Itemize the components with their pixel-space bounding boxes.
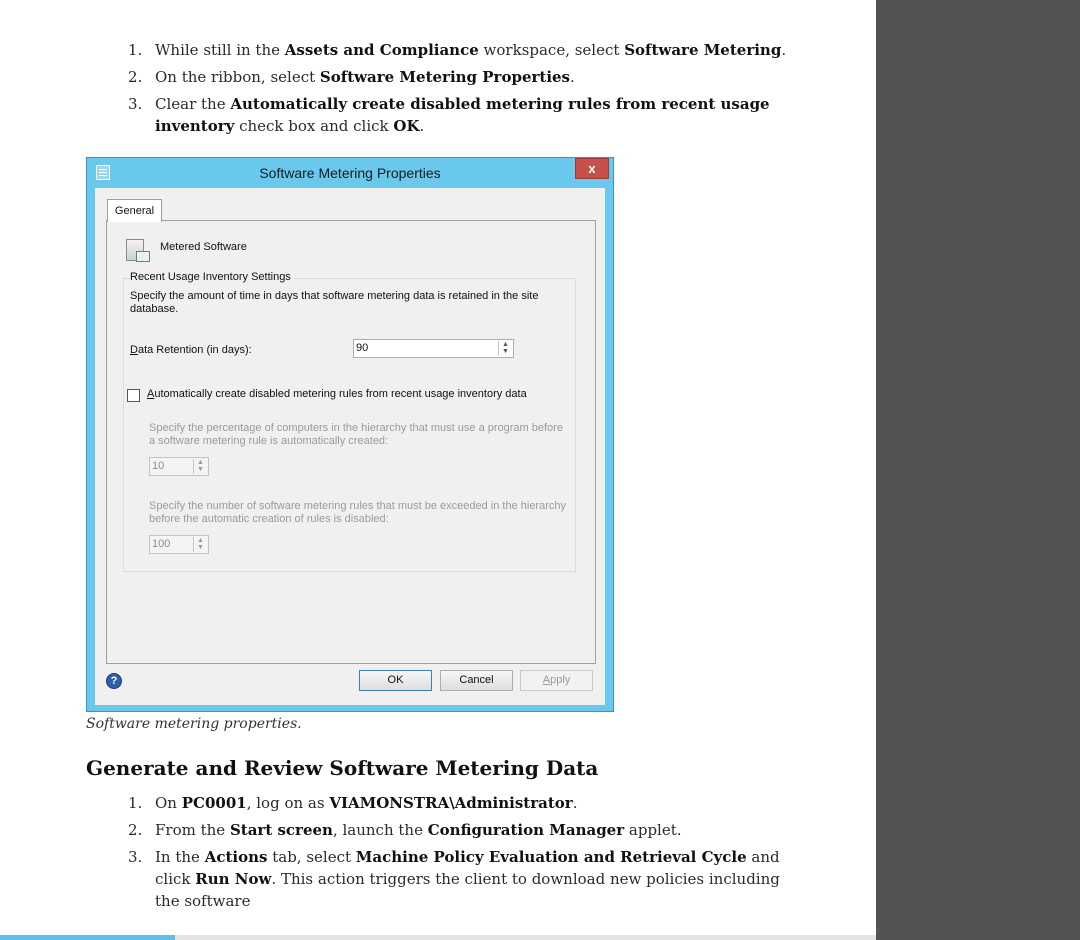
dialog-client-area [95,188,605,705]
list-item-text: workspace, select [478,41,625,59]
group-title: Recent Usage Inventory Settings [130,271,294,283]
list-item [128,39,788,61]
retention-description: Specify the amount of time in days that software metering data is retained in the site database. [130,290,539,315]
percentage-value: 10 [152,460,165,472]
reading-progress-fill [0,935,175,940]
tab-general[interactable]: General [107,199,162,222]
list-item-text: From the [155,821,230,839]
rules-count-spinbox[interactable] [149,535,209,554]
rules-count-value: 100 [152,538,171,550]
metered-software-icon [124,237,150,263]
percentage-spin-arrows[interactable]: ▲ ▼ [193,459,207,474]
list-item-emphasis: Software Metering Properties [319,68,570,86]
rules-count-spin-arrows[interactable]: ▲ ▼ [193,537,207,552]
software-metering-properties-dialog [86,157,614,712]
list-item-text: . [419,117,425,135]
list-item [128,819,788,841]
list-item-text: Clear the [155,95,231,113]
list-item-text: While still in the [155,41,285,59]
data-retention-label: Data Retention (in days): [130,344,252,356]
list-item-text: . This action triggers the client to download new policies including the software [155,870,780,910]
auto-create-rules-label[interactable]: Automatically create disabled metering rules from recent usage inventory data [147,388,527,400]
list-item-emphasis: PC0001 [181,794,247,812]
list-item-text: In the [155,848,205,866]
list-item-number: 3. [128,848,143,866]
metered-software-label: Metered Software [160,241,247,253]
list-item-number: 1. [128,41,143,59]
instruction-list-bottom [128,792,788,917]
reader-side-panel [876,0,1080,940]
list-item-emphasis: Software Metering [624,41,782,59]
rules-count-description: Specify the number of software metering rules that must be exceeded in the hierarchy before the automatic creation of rules is disabled: [149,500,566,525]
list-item-number: 1. [128,794,143,812]
list-item-emphasis: OK [393,117,420,135]
section-heading: Generate and Review Software Metering Data [86,756,599,780]
list-item-emphasis: Assets and Compliance [284,41,479,59]
list-item-text: . [572,794,578,812]
cancel-button[interactable]: Cancel [440,670,513,691]
list-item-emphasis: VIAMONSTRA\Administrator [329,794,573,812]
list-item-emphasis: Start screen [229,821,333,839]
figure-caption: Software metering properties. [86,716,302,732]
list-item-emphasis: Machine Policy Evaluation and Retrieval Cycle [355,848,747,866]
apply-button[interactable]: Apply [520,670,593,691]
general-tab-panel [106,220,596,664]
list-item-text: On the ribbon, select [155,68,320,86]
list-item-emphasis: Run Now [195,870,272,888]
list-item-text: , launch the [332,821,428,839]
help-icon[interactable]: ? [106,673,122,689]
list-item-emphasis: Actions [204,848,268,866]
list-item-text: and click [155,848,780,888]
list-item [128,792,788,814]
reading-progress-bar [0,935,876,940]
percentage-description: Specify the percentage of computers in the hierarchy that must use a program before a software metering rule is automatically created: [149,422,563,447]
auto-create-rules-checkbox[interactable] [127,389,140,402]
list-item [128,846,788,912]
list-item-text: tab, select [267,848,356,866]
percentage-spinbox[interactable] [149,457,209,476]
list-item-number: 2. [128,821,143,839]
close-button[interactable]: x [575,158,609,179]
list-item [128,93,788,137]
ok-button[interactable]: OK [359,670,432,691]
data-retention-spinbox[interactable] [353,339,514,358]
list-item-number: 2. [128,68,143,86]
list-item-emphasis: Configuration Manager [427,821,625,839]
list-item-text: check box and click [234,117,394,135]
list-item-text: . [781,41,787,59]
dialog-title: Software Metering Properties [259,165,441,181]
list-item-text: . [570,68,575,86]
list-item-number: 3. [128,95,143,113]
list-item [128,66,788,88]
instruction-list-top [128,39,788,142]
retention-spin-arrows[interactable]: ▲ ▼ [498,341,512,356]
data-retention-value: 90 [356,342,369,354]
list-item-text: applet. [624,821,682,839]
dialog-titlebar[interactable] [87,158,613,188]
list-item-text: On [155,794,182,812]
list-item-text: , log on as [246,794,330,812]
list-item-emphasis: Automatically create disabled metering rules from recent usage inventory [155,95,770,135]
